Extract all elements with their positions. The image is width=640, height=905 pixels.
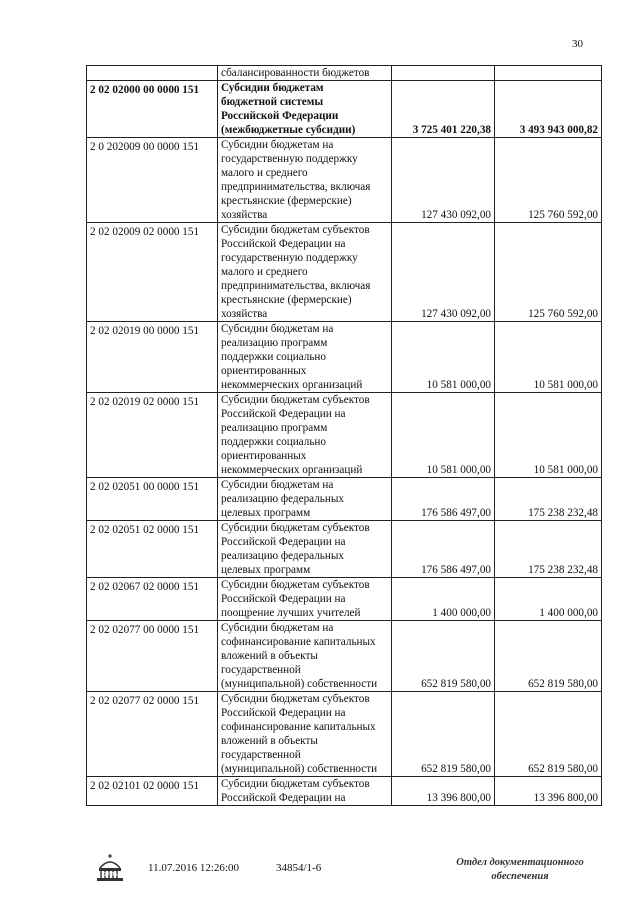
row-name-line: некоммерческих организаций <box>221 379 363 391</box>
logo-text: ДУМА <box>102 872 118 878</box>
row-value-actual: 13 396 800,00 <box>495 777 602 806</box>
row-name-line: государственной <box>221 749 301 761</box>
row-name-line: Российской Федерации на <box>221 792 346 804</box>
row-name-line: Субсидии бюджетам субъектов <box>221 778 370 790</box>
row-name <box>218 81 392 138</box>
row-name-line: государственную поддержку <box>221 252 358 264</box>
table-row <box>87 393 602 478</box>
row-name-line: Российской Федерации на <box>221 408 346 420</box>
row-name <box>218 777 392 806</box>
row-name-line: бюджетной системы <box>221 96 324 108</box>
table-row <box>87 138 602 223</box>
footer-department-stamp <box>440 856 600 884</box>
row-code: 2 02 02051 00 0000 151 <box>87 478 218 521</box>
table-row <box>87 521 602 578</box>
row-code: 2 02 02077 02 0000 151 <box>87 692 218 777</box>
footer-date: 11.07.2016 12:26:00 <box>148 862 239 874</box>
row-name-line: софинансирование капитальных <box>221 636 376 648</box>
row-name-line: Российской Федерации на <box>221 707 346 719</box>
row-name-line: (межбюджетные субсидии) <box>221 124 356 136</box>
row-name-line: реализацию программ <box>221 337 328 349</box>
row-name-line: Субсидии бюджетам на <box>221 139 334 151</box>
row-code: 2 0 202009 00 0000 151 <box>87 138 218 223</box>
table-row <box>87 621 602 692</box>
row-name-line: Субсидии бюджетам <box>221 82 324 94</box>
row-name-line: реализацию федеральных <box>221 550 345 562</box>
row-name <box>218 621 392 692</box>
row-name-line: Российской Федерации на <box>221 238 346 250</box>
row-name-line: сбалансированности бюджетов <box>221 67 370 79</box>
row-name-line: Субсидии бюджетам субъектов <box>221 224 370 236</box>
row-value-actual: 3 493 943 000,82 <box>495 81 602 138</box>
row-name-line: реализацию федеральных <box>221 493 345 505</box>
row-value-plan: 10 581 000,00 <box>392 393 495 478</box>
row-name-line: Субсидии бюджетам субъектов <box>221 394 370 406</box>
dept-line-2: обеспечения <box>491 871 549 882</box>
table-row <box>87 81 602 138</box>
row-name-line: Субсидии бюджетам субъектов <box>221 579 370 591</box>
row-value-plan: 10 581 000,00 <box>392 322 495 393</box>
row-value-actual: 175 238 232,48 <box>495 521 602 578</box>
row-name-line: Субсидии бюджетам субъектов <box>221 522 370 534</box>
row-value-plan: 3 725 401 220,38 <box>392 81 495 138</box>
row-value-actual: 175 238 232,48 <box>495 478 602 521</box>
row-name <box>218 322 392 393</box>
row-value-actual <box>495 66 602 81</box>
table-row <box>87 322 602 393</box>
row-name-line: ориентированных <box>221 365 307 377</box>
row-name <box>218 692 392 777</box>
row-name-line: (муниципальной) собственности <box>221 678 378 690</box>
table-row <box>87 66 602 81</box>
row-name <box>218 578 392 621</box>
row-code: 2 02 02077 00 0000 151 <box>87 621 218 692</box>
table-row <box>87 692 602 777</box>
row-value-actual: 125 760 592,00 <box>495 223 602 322</box>
row-name-line: Российской Федерации <box>221 110 339 122</box>
row-value-actual: 652 819 580,00 <box>495 621 602 692</box>
table-row <box>87 578 602 621</box>
row-name-line: Субсидии бюджетам на <box>221 622 334 634</box>
row-name-line: государственной <box>221 664 301 676</box>
dept-line-1: Отдел документационного <box>456 857 584 868</box>
row-name-line: хозяйства <box>221 308 268 320</box>
row-code: 2 02 02067 02 0000 151 <box>87 578 218 621</box>
row-name-line: крестьянские (фермерские) <box>221 294 352 306</box>
row-name <box>218 138 392 223</box>
table-row <box>87 223 602 322</box>
row-code: 2 02 02009 02 0000 151 <box>87 223 218 322</box>
row-name <box>218 66 392 81</box>
row-value-plan: 13 396 800,00 <box>392 777 495 806</box>
page-number: 30 <box>572 38 583 50</box>
row-code: 2 02 02051 02 0000 151 <box>87 521 218 578</box>
row-value-plan: 652 819 580,00 <box>392 621 495 692</box>
row-code: 2 02 02101 02 0000 151 <box>87 777 218 806</box>
row-name <box>218 478 392 521</box>
row-name-line: государственную поддержку <box>221 153 358 165</box>
row-value-plan: 127 430 092,00 <box>392 138 495 223</box>
footer-doc-number: 34854/1-6 <box>276 862 322 874</box>
row-name-line: ориентированных <box>221 450 307 462</box>
row-name-line: вложений в объекты <box>221 650 318 662</box>
row-value-plan: 652 819 580,00 <box>392 692 495 777</box>
row-value-actual: 652 819 580,00 <box>495 692 602 777</box>
row-value-actual: 10 581 000,00 <box>495 322 602 393</box>
row-name-line: Субсидии бюджетам на <box>221 479 334 491</box>
duma-logo-icon <box>94 852 126 882</box>
row-name-line: предпринимательства, включая <box>221 280 371 292</box>
row-code: 2 02 02019 00 0000 151 <box>87 322 218 393</box>
row-name-line: предпринимательства, включая <box>221 181 371 193</box>
row-name-line: малого и среднего <box>221 167 308 179</box>
row-name-line: целевых программ <box>221 507 311 519</box>
row-value-plan: 176 586 497,00 <box>392 521 495 578</box>
row-name-line: поддержки социально <box>221 436 327 448</box>
row-value-plan: 1 400 000,00 <box>392 578 495 621</box>
row-name-line: хозяйства <box>221 209 268 221</box>
row-code <box>87 66 218 81</box>
row-name-line: некоммерческих организаций <box>221 464 363 476</box>
row-value-plan: 127 430 092,00 <box>392 223 495 322</box>
row-code: 2 02 02000 00 0000 151 <box>87 81 218 138</box>
row-value-plan: 176 586 497,00 <box>392 478 495 521</box>
row-name-line: целевых программ <box>221 564 311 576</box>
row-name-line: реализацию программ <box>221 422 328 434</box>
budget-table <box>86 65 602 806</box>
row-name-line: малого и среднего <box>221 266 308 278</box>
row-name-line: Российской Федерации на <box>221 593 346 605</box>
table-row <box>87 478 602 521</box>
row-value-actual: 10 581 000,00 <box>495 393 602 478</box>
row-value-actual: 125 760 592,00 <box>495 138 602 223</box>
row-name-line: Субсидии бюджетам на <box>221 323 334 335</box>
table-row <box>87 777 602 806</box>
row-name <box>218 393 392 478</box>
row-name-line: поощрение лучших учителей <box>221 607 361 619</box>
row-code: 2 02 02019 02 0000 151 <box>87 393 218 478</box>
row-name-line: Российской Федерации на <box>221 536 346 548</box>
row-name <box>218 521 392 578</box>
row-name-line: софинансирование капитальных <box>221 721 376 733</box>
row-name-line: (муниципальной) собственности <box>221 763 378 775</box>
row-name-line: вложений в объекты <box>221 735 318 747</box>
row-name-line: Субсидии бюджетам субъектов <box>221 693 370 705</box>
row-value-plan <box>392 66 495 81</box>
row-name <box>218 223 392 322</box>
row-name-line: крестьянские (фермерские) <box>221 195 352 207</box>
row-name-line: поддержки социально <box>221 351 327 363</box>
row-value-actual: 1 400 000,00 <box>495 578 602 621</box>
